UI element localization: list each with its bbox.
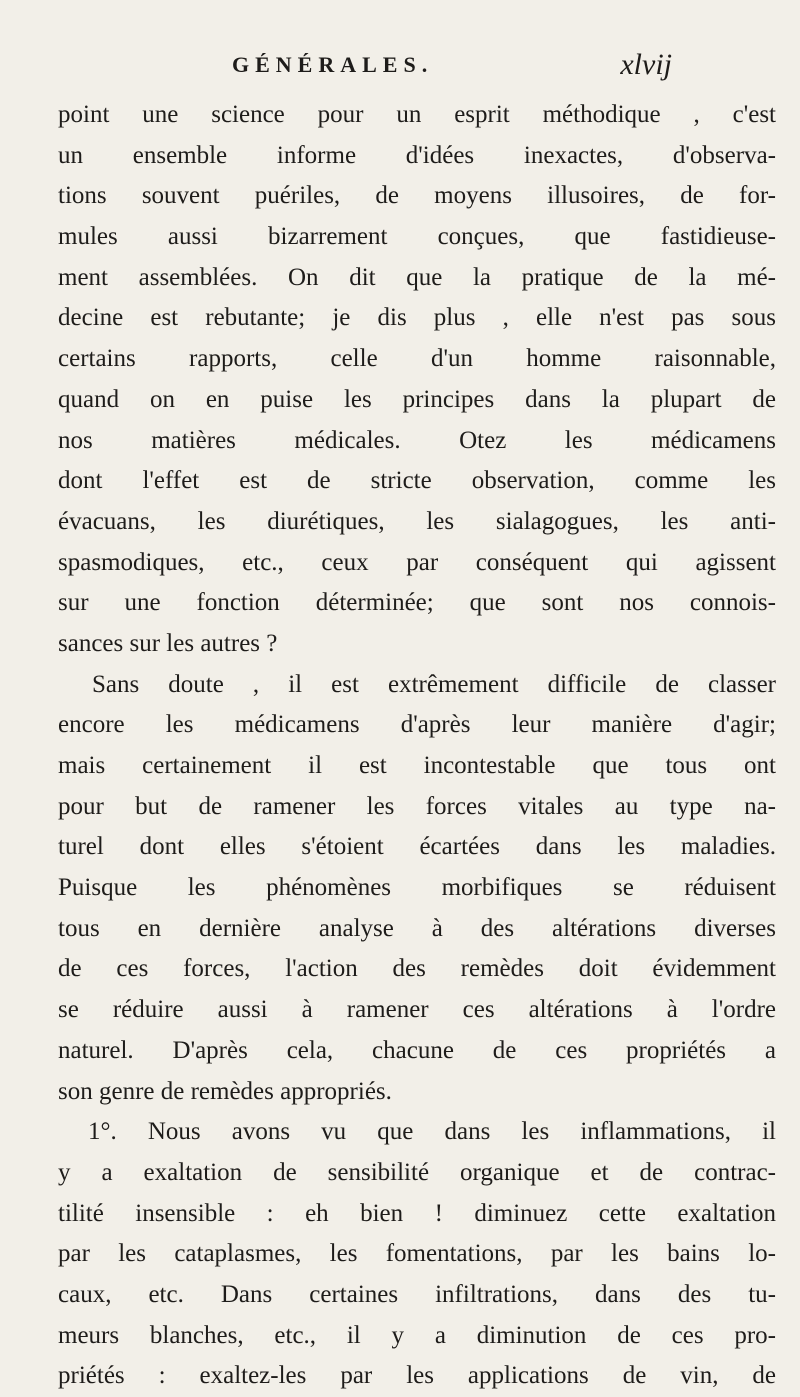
text-line: point une science pour un esprit méthodique , c'est xyxy=(58,101,776,128)
text-line: tilité insensible : eh bien ! diminuez cette exaltation xyxy=(58,1199,776,1227)
body-text xyxy=(58,95,776,1397)
text-line: de ces forces, l'action des remèdes doit évidemment xyxy=(58,955,776,983)
text-line: 1°. Nous avons vu que dans les inflammations, il xyxy=(88,1118,776,1146)
text-line: meurs blanches, etc., il y a diminution de ces pro- xyxy=(58,1321,776,1349)
text-line: un ensemble informe d'idées inexactes, d'observa- xyxy=(58,141,776,169)
text-line: certains rapports, celle d'un homme raisonnable, xyxy=(58,345,776,373)
text-line: pour but de ramener les forces vitales au type na- xyxy=(58,792,776,820)
text-line: quand on en puise les principes dans la plupart de xyxy=(58,385,776,413)
text-line: caux, etc. Dans certaines infiltrations, dans des tu- xyxy=(58,1280,776,1308)
text-line: decine est rebutante; je dis plus , elle n'est pas sous xyxy=(58,304,776,332)
text-line: mules aussi bizarrement conçues, que fastidieuse- xyxy=(58,223,776,251)
text-line: évacuans, les diurétiques, les sialagogues, les anti- xyxy=(58,507,776,535)
text-line: par les cataplasmes, les fomentations, par les bains lo- xyxy=(58,1240,776,1268)
text-line: tions souvent puériles, de moyens illusoires, de for- xyxy=(58,182,776,210)
text-line: spasmodiques, etc., ceux par conséquent qui agissent xyxy=(58,548,776,576)
text-line: se réduire aussi à ramener ces altérations à l'ordre xyxy=(58,996,776,1024)
text-line: mais certainement il est incontestable que tous ont xyxy=(58,752,776,779)
text-line: y a exaltation de sensibilité organique et de contrac- xyxy=(58,1158,776,1186)
text-line: dont l'effet est de stricte observation, comme les xyxy=(58,467,776,495)
page-number: xlvij xyxy=(620,48,672,81)
text-line: sances sur les autres ? xyxy=(58,629,278,657)
text-line: priétés : exaltez-les par les applications de vin, de xyxy=(58,1362,776,1390)
text-line: ment assemblées. On dit que la pratique de la mé- xyxy=(58,263,776,291)
text-line: son genre de remèdes appropriés. xyxy=(58,1077,392,1105)
text-line: naturel. D'après cela, chacune de ces propriétés a xyxy=(58,1036,776,1064)
running-title: GÉNÉRALES. xyxy=(232,52,434,77)
text-line: turel dont elles s'étoient écartées dans les maladies. xyxy=(58,833,776,861)
text-line: encore les médicamens d'après leur manière d'agir; xyxy=(58,711,776,739)
text-line: Sans doute , il est extrêmement difficile de classer xyxy=(92,670,776,698)
text-line: tous en dernière analyse à des altérations diverses xyxy=(58,914,776,942)
text-line: sur une fonction déterminée; que sont nos connois- xyxy=(58,589,776,617)
text-line: Puisque les phénomènes morbifiques se réduisent xyxy=(58,874,776,902)
text-line: nos matières médicales. Otez les médicamens xyxy=(58,426,776,454)
running-head xyxy=(232,48,672,92)
